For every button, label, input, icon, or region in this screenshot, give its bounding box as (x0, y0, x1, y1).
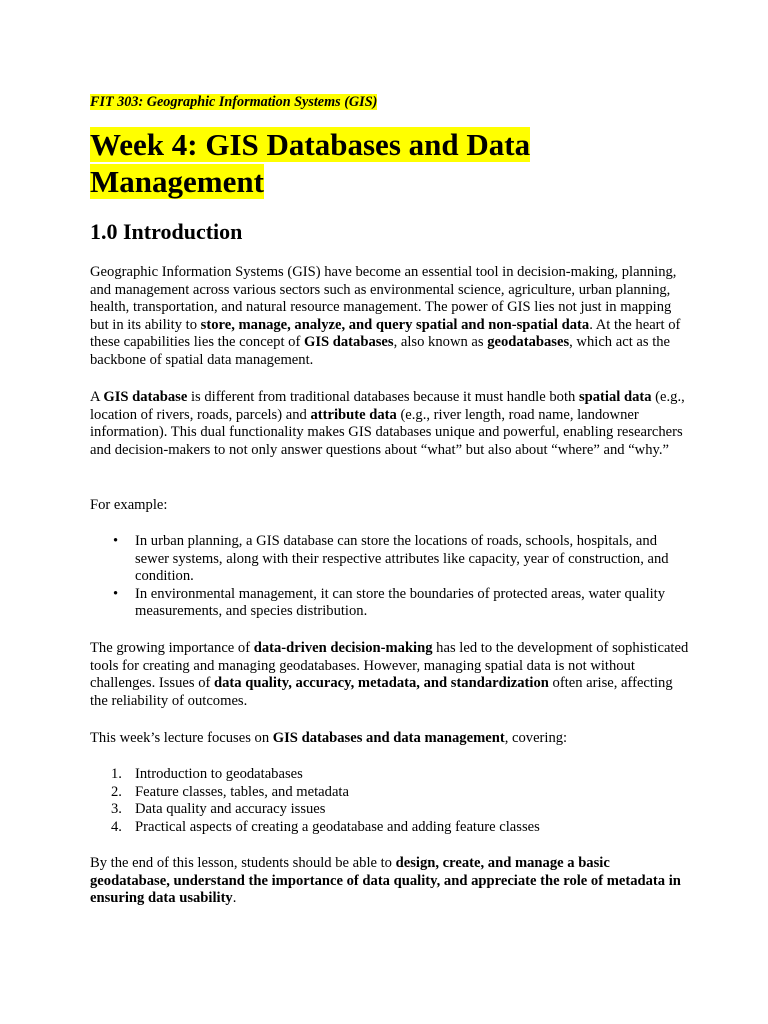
bold-run: design, create, and manage a basic geodatabase, understand the importance of data quality, and appreciate the role of metadata in ensuring data usability (90, 855, 681, 907)
text-run: , also known as (393, 334, 488, 351)
text-run: A (90, 389, 104, 405)
list-item-text: Introduction to geodatabases (135, 766, 303, 782)
bold-run: spatial data (578, 389, 652, 405)
page-title-text: Week 4: GIS Databases and Data Management (90, 127, 531, 199)
text-run: has led to the development of sophisticated tools for creating and managing geodatabases. However, managing spatial data is not without challenges. Issues of (90, 640, 689, 692)
list-item (90, 766, 690, 784)
text-run: (e.g., river length, road name, landowner information). This dual functionality makes GIS databases unique and powerful, enabling researchers and decision-makers to not only answer questions about “what” but also about “where” and “why.” (90, 406, 683, 458)
bold-run: geodatabases (487, 334, 570, 351)
bold-run: GIS databases and data management (272, 730, 505, 746)
list-number: 3. (111, 801, 122, 818)
topics-list (90, 766, 690, 836)
text-run: (e.g., location of rivers, roads, parcels) and (90, 389, 685, 423)
course-label (90, 93, 377, 111)
text-run: . At the heart of these capabilities lies the concept of (90, 316, 681, 351)
text-run: . (232, 890, 237, 907)
lecture-focus-paragraph (90, 730, 690, 748)
for-example-label: For example: (90, 497, 168, 513)
course-label-text: FIT 303: Geographic Information Systems (GIS) (90, 94, 378, 110)
text-run: This week’s lecture focuses on (90, 730, 273, 746)
list-item (90, 586, 690, 621)
gis-database-paragraph (90, 389, 690, 459)
text-run: The growing importance of (90, 640, 254, 656)
list-item (90, 533, 690, 586)
bullet-marker: • (113, 585, 119, 602)
bold-run: attribute data (310, 406, 397, 423)
text-run: By the end of this lesson, students should be able to (90, 855, 396, 871)
list-number: 4. (111, 818, 122, 835)
list-item-text: Feature classes, tables, and metadata (135, 783, 349, 800)
section-heading: 1.0 Introduction (90, 219, 243, 244)
list-item (90, 819, 690, 837)
growing-importance-paragraph (90, 640, 690, 710)
intro-paragraph (90, 264, 690, 370)
list-item (90, 784, 690, 802)
bullet-marker: • (113, 533, 119, 549)
text-run: , which act as the backbone of spatial data management. (90, 334, 671, 368)
closing-paragraph (90, 855, 690, 908)
page-title (90, 127, 690, 200)
bold-run: GIS database (103, 389, 188, 405)
text-run: is different from traditional databases because it must handle both (187, 389, 579, 405)
text-run: Geographic Information Systems (GIS) have become an essential tool in decision-making, planning, and management across various sectors such as environmental science, agriculture, urban planning, health, transportation, and natural resource management. The power of GIS lies not just in mapping but in its ability to (90, 264, 677, 333)
list-item-text: Data quality and accuracy issues (135, 801, 326, 818)
text-run: , covering: (504, 730, 568, 746)
list-item-text: In urban planning, a GIS database can store the locations of roads, schools, hospitals, and sewer systems, along with their respective attributes like capacity, year of construction, and condition. (135, 533, 669, 585)
bold-run: data quality, accuracy, metadata, and standardization (214, 675, 549, 692)
bold-run: store, manage, analyze, and query spatial and non-spatial data (200, 316, 590, 333)
text-run: often arise, affecting the reliability of outcomes. (90, 675, 673, 709)
list-item-text: In environmental management, it can store the boundaries of protected areas, water quality measurements, and species distribution. (135, 585, 666, 620)
bold-run: GIS databases (303, 334, 394, 351)
list-number: 1. (111, 766, 122, 782)
examples-list (90, 533, 690, 621)
list-item (90, 801, 690, 819)
list-number: 2. (111, 783, 122, 800)
list-item-text: Practical aspects of creating a geodatabase and adding feature classes (135, 818, 540, 835)
bold-run: data-driven decision-making (253, 640, 433, 656)
